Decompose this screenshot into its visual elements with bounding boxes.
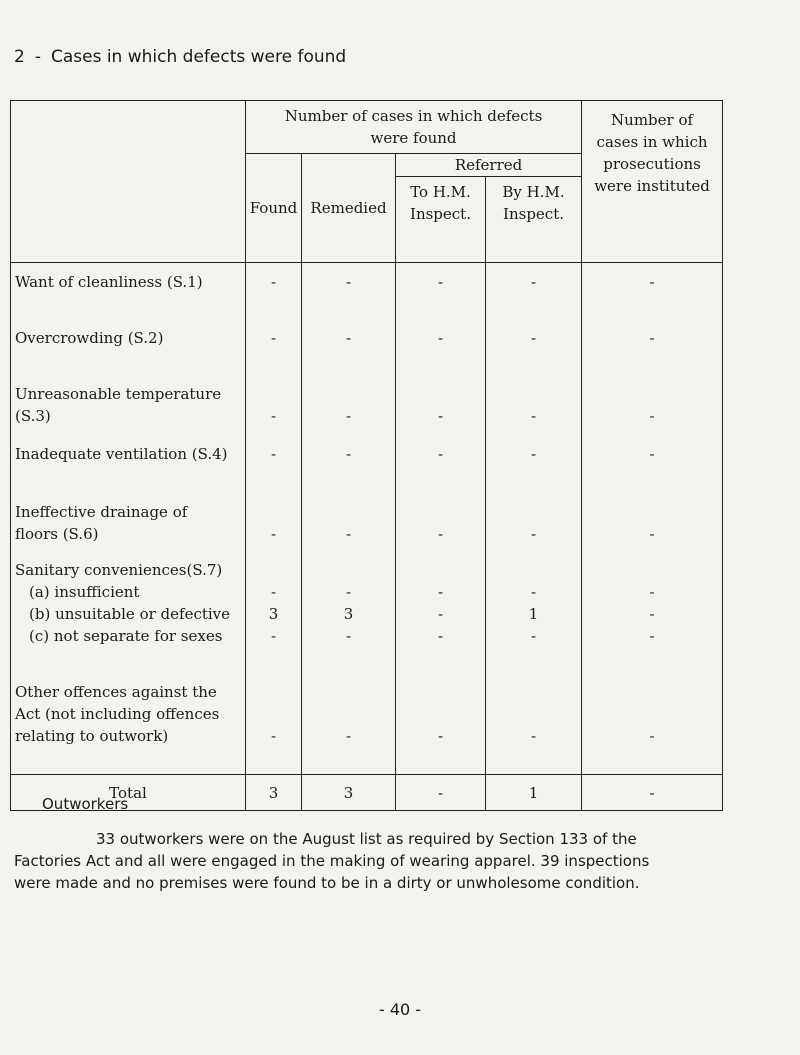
value-cell-found	[246, 495, 302, 553]
value-cell-found	[246, 379, 302, 437]
value-cell-found	[246, 677, 302, 775]
cell-value: -	[649, 406, 655, 425]
table-row	[11, 321, 723, 379]
value-cell-to-hm	[396, 677, 486, 775]
cell-value: -	[345, 524, 352, 543]
cell-value: -	[345, 406, 352, 425]
cell-value	[582, 383, 722, 405]
cell-value: -	[437, 524, 444, 543]
table-row	[11, 437, 723, 495]
row-label-cell	[11, 263, 246, 321]
cell-value: 1	[528, 604, 539, 623]
cell-value	[246, 559, 301, 581]
value-cell-to-hm	[396, 321, 486, 379]
cell-value: -	[270, 582, 277, 601]
value-cell-prosecutions	[582, 437, 723, 495]
header-to-hm-line: To H.M.	[410, 183, 471, 201]
row-label: Inadequate ventilation (S.4)	[15, 444, 228, 463]
cell-value	[486, 383, 581, 405]
cell-value	[246, 383, 301, 405]
cell-value	[246, 703, 301, 725]
cell-value	[302, 501, 395, 523]
row-label: Sanitary conveniences(S.7)	[15, 560, 223, 579]
cell-value	[486, 559, 581, 581]
cell-value	[246, 501, 301, 523]
cell-value: -	[649, 524, 655, 543]
cell-value: -	[530, 273, 537, 291]
cell-value: -	[437, 582, 444, 601]
value-cell-found	[246, 437, 302, 495]
paragraph-line: 33 outworkers were on the August list as required by Section 133 of the	[96, 830, 637, 848]
row-label-cell	[11, 677, 246, 775]
row-label: (c) not separate for sexes	[29, 626, 223, 645]
value-cell-by-hm	[486, 553, 582, 677]
total-value-found: 3	[246, 775, 302, 811]
value-cell-remedied	[302, 379, 396, 437]
row-label-cell	[11, 495, 246, 553]
section-heading	[14, 47, 346, 67]
header-by-hm	[486, 177, 582, 263]
cell-value	[302, 383, 395, 405]
row-label: Want of cleanliness (S.1)	[15, 273, 203, 291]
cell-value: -	[649, 726, 655, 745]
row-label: Ineffective drainage of	[15, 502, 188, 521]
total-label: Total	[11, 775, 246, 811]
cell-value: -	[530, 328, 537, 347]
cell-value: -	[530, 626, 537, 645]
header-referred: Referred	[396, 154, 582, 177]
cell-value	[302, 681, 395, 703]
header-blank-cell	[11, 101, 246, 263]
cell-value: -	[649, 273, 655, 291]
row-label: Act (not including offences	[15, 704, 220, 723]
value-cell-by-hm	[486, 437, 582, 495]
cell-value: -	[437, 406, 444, 425]
header-to-hm	[396, 177, 486, 263]
cell-value: -	[649, 626, 655, 645]
header-by-hm-line: By H.M.	[502, 183, 565, 201]
cell-value: -	[530, 726, 537, 745]
cell-value	[486, 681, 581, 703]
cell-value: -	[649, 328, 655, 347]
row-label: floors (S.6)	[15, 524, 99, 543]
page-number: - 40 -	[378, 1000, 422, 1019]
cell-value: -	[345, 726, 352, 745]
cell-value	[582, 681, 722, 703]
cell-value: -	[437, 726, 444, 745]
header-remedied: Remedied	[302, 154, 396, 263]
cell-value: -	[270, 273, 277, 291]
cell-value	[396, 681, 485, 703]
row-label: Unreasonable temperature	[15, 384, 222, 403]
outworkers-paragraph	[14, 828, 714, 894]
value-cell-by-hm	[486, 495, 582, 553]
cell-value: -	[345, 444, 352, 463]
value-cell-by-hm	[486, 263, 582, 321]
cell-value	[582, 703, 722, 725]
cell-value: -	[530, 406, 537, 425]
cell-value: -	[270, 328, 277, 347]
value-cell-remedied	[302, 263, 396, 321]
cell-value: -	[270, 626, 277, 645]
cell-value: -	[270, 726, 277, 745]
value-cell-found	[246, 321, 302, 379]
paragraph-line: were made and no premises were found to be in a dirty or unwholesome condition.	[14, 874, 640, 892]
cell-value: -	[270, 444, 277, 463]
value-cell-by-hm	[486, 321, 582, 379]
cell-value: -	[437, 328, 444, 347]
value-cell-to-hm	[396, 379, 486, 437]
cell-value	[486, 703, 581, 725]
value-cell-to-hm	[396, 437, 486, 495]
value-cell-to-hm	[396, 263, 486, 321]
value-cell-remedied	[302, 677, 396, 775]
table-row	[11, 553, 723, 677]
row-label: (a) insufficient	[29, 582, 140, 601]
outworkers-heading: Outworkers	[42, 795, 129, 813]
cell-value: -	[530, 444, 537, 463]
value-cell-found	[246, 263, 302, 321]
section-dash: -	[34, 47, 41, 67]
value-cell-prosecutions	[582, 379, 723, 437]
cell-value	[582, 559, 722, 581]
row-label: (S.3)	[15, 406, 51, 425]
value-cell-by-hm	[486, 379, 582, 437]
table-header	[11, 101, 723, 263]
cell-value	[396, 501, 485, 523]
total-value-by-hm: 1	[486, 775, 582, 811]
cell-value	[246, 681, 301, 703]
cell-value	[486, 501, 581, 523]
cell-value: -	[270, 524, 277, 543]
section-title: Cases in which defects were found	[50, 47, 347, 67]
total-value-remedied: 3	[302, 775, 396, 811]
header-found: Found	[246, 154, 302, 263]
value-cell-prosecutions	[582, 321, 723, 379]
table-row	[11, 677, 723, 775]
row-label-cell	[11, 437, 246, 495]
cell-value: 3	[343, 604, 354, 623]
cell-value: -	[270, 406, 277, 425]
defects-table	[10, 100, 723, 811]
header-group-found: Number of cases in which defects were found	[246, 101, 582, 154]
cell-value	[302, 559, 395, 581]
value-cell-to-hm	[396, 495, 486, 553]
table-row	[11, 379, 723, 437]
value-cell-prosecutions	[582, 553, 723, 677]
cell-value: -	[649, 582, 655, 601]
cell-value	[302, 703, 395, 725]
cell-value: -	[530, 524, 537, 543]
header-to-hm-line: Inspect.	[410, 205, 471, 223]
header-by-hm-line: Inspect.	[503, 205, 564, 223]
table-row	[11, 495, 723, 553]
row-label-cell	[11, 379, 246, 437]
cell-value	[396, 383, 485, 405]
cell-value: -	[437, 626, 444, 645]
cell-value	[396, 559, 485, 581]
header-prosecutions: Number of cases in which prosecutions were instituted	[582, 101, 723, 263]
cell-value: -	[345, 273, 352, 291]
value-cell-prosecutions	[582, 263, 723, 321]
row-label: relating to outwork)	[15, 726, 169, 745]
cell-value: -	[345, 626, 352, 645]
value-cell-by-hm	[486, 677, 582, 775]
section-number: 2	[14, 47, 25, 67]
value-cell-remedied	[302, 553, 396, 677]
cell-value: -	[437, 604, 444, 623]
cell-value: -	[345, 582, 352, 601]
cell-value: 3	[268, 604, 279, 623]
cell-value	[582, 501, 722, 523]
row-label-cell	[11, 321, 246, 379]
total-value-prosecutions: -	[582, 775, 723, 811]
value-cell-to-hm	[396, 553, 486, 677]
row-label: Overcrowding (S.2)	[15, 328, 164, 347]
cell-value: -	[437, 444, 444, 463]
cell-value: -	[437, 273, 444, 291]
paragraph-line: Factories Act and all were engaged in the making of wearing apparel. 39 inspections	[14, 852, 650, 870]
row-label: (b) unsuitable or defective	[29, 604, 231, 623]
table-body	[11, 263, 723, 775]
value-cell-found	[246, 553, 302, 677]
total-value-to-hm: -	[396, 775, 486, 811]
value-cell-remedied	[302, 437, 396, 495]
row-label-cell	[11, 553, 246, 677]
value-cell-remedied	[302, 321, 396, 379]
value-cell-prosecutions	[582, 495, 723, 553]
value-cell-prosecutions	[582, 677, 723, 775]
row-label: Other offences against the	[15, 682, 217, 701]
cell-value: -	[530, 582, 537, 601]
cell-value: -	[345, 328, 352, 347]
cell-value	[396, 703, 485, 725]
table-row	[11, 263, 723, 321]
cell-value: -	[649, 604, 655, 623]
cell-value: -	[649, 444, 655, 463]
value-cell-remedied	[302, 495, 396, 553]
